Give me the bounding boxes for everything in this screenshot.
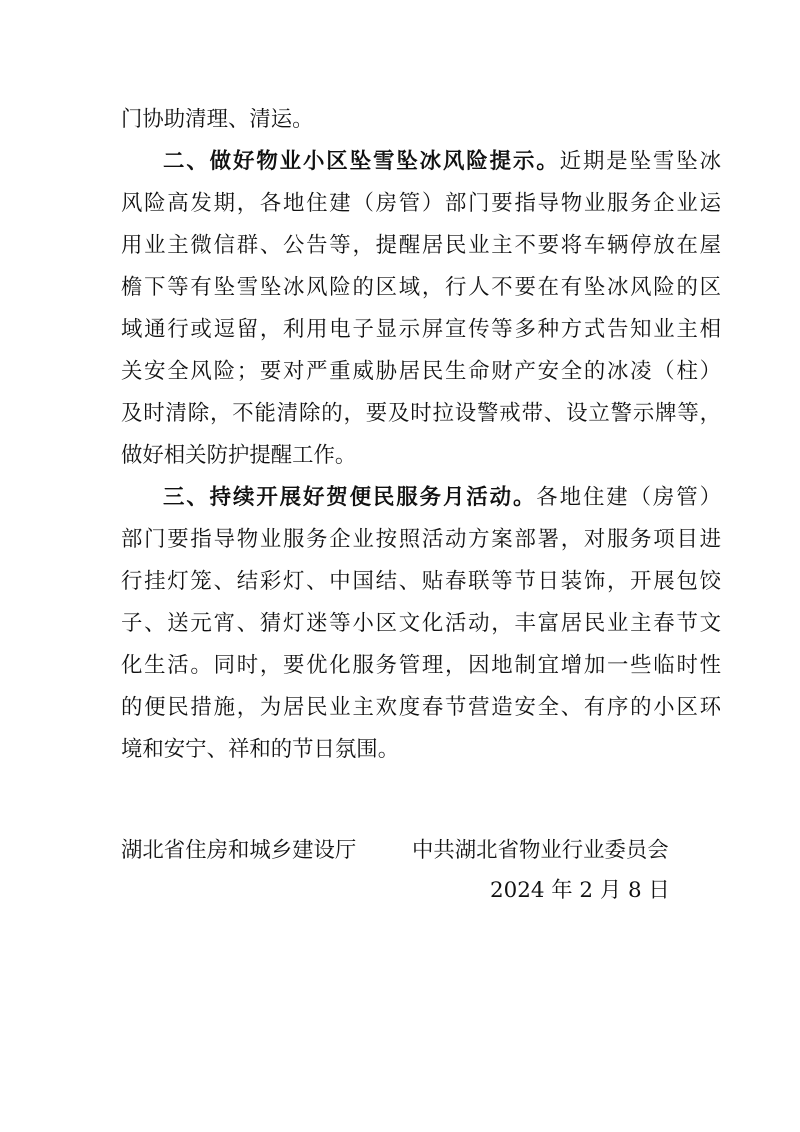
section2-line-6: 及时清除，不能清除的，要及时拉设警戒带、设立警示牌等， [121,401,721,426]
section3-line-4: 化生活。同时，要优化服务管理，因地制宜增加一些临时性 [121,653,721,678]
section2-first-line [163,139,721,185]
section2-line-2: 用业主微信群、公告等，提醒居民业主不要将车辆停放在屋 [121,233,721,258]
continuation-line: 门协助清理、清运。 [121,107,314,132]
section3-line-3: 子、送元宵、猜灯迷等小区文化活动，丰富居民业主春节文 [121,611,721,636]
section2-line-7: 做好相关防护提醒工作。 [121,443,357,468]
signature-org-left: 湖北省住房和城乡建设厅 [121,838,357,863]
signature-date: 2024 年 2 月 8 日 [490,878,670,903]
section3-line-0: 各地住建（房管） [536,485,721,510]
section3-line-5: 的便民措施，为居民业主欢度春节营造安全、有序的小区环 [121,695,721,720]
section3-line-2: 行挂灯笼、结彩灯、中国结、贴春联等节日装饰，开展包饺 [121,569,721,594]
section2-line-4: 域通行或逗留，利用电子显示屏宣传等多种方式告知业主相 [121,317,721,342]
section3-heading: 三、持续开展好贺便民服务月活动。 [163,485,537,510]
section2-line-3: 檐下等有坠雪坠冰风险的区域，行人不要在有坠冰风险的区 [121,275,721,300]
section3-first-line [163,475,721,521]
section2-line-1: 风险高发期，各地住建（房管）部门要指导物业服务企业运 [121,191,721,216]
section3-line-1: 部门要指导物业服务企业按照活动方案部署，对服务项目进 [121,527,721,552]
section2-heading: 二、做好物业小区坠雪坠冰风险提示。 [163,149,560,174]
signature-org-right: 中共湖北省物业行业委员会 [412,838,669,863]
section2-line-5: 关安全风险；要对严重威胁居民生命财产安全的冰凌（柱） [121,359,721,384]
section2-line-0: 近期是坠雪坠冰 [559,149,721,174]
section3-line-6: 境和安宁、祥和的节日氛围。 [121,737,400,762]
